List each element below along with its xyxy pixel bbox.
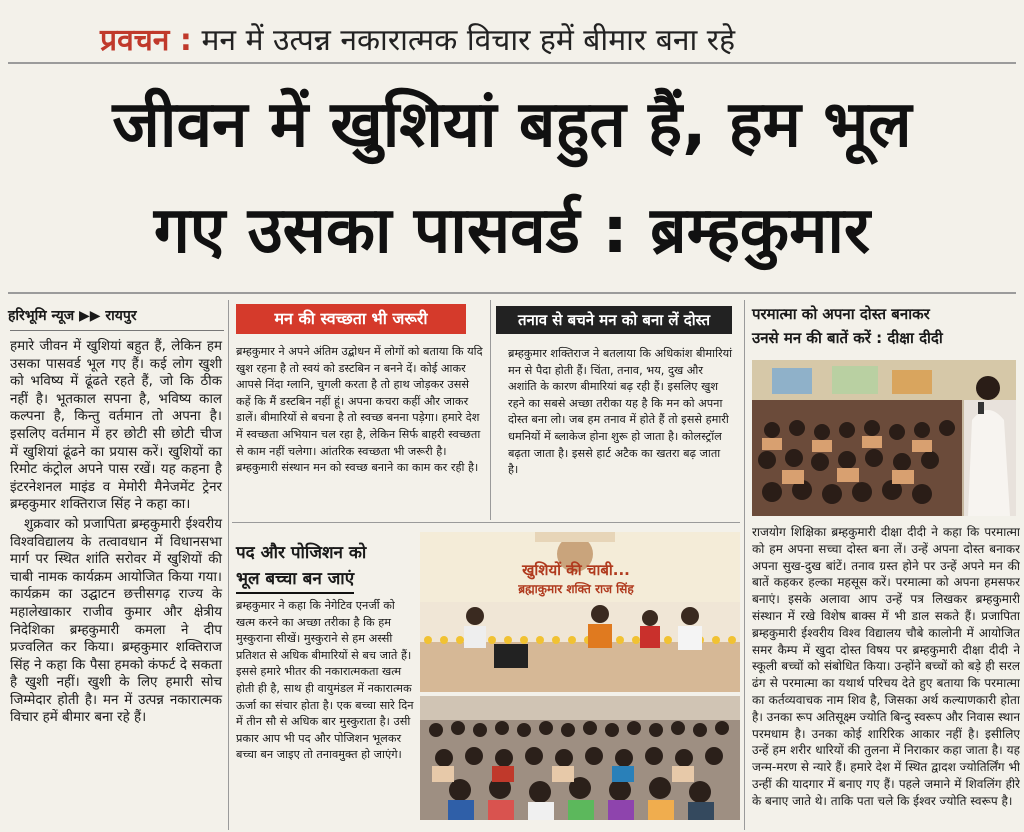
audience-photo-illustration [420,696,740,820]
position-heading [236,540,416,594]
article-paragraph-2: शुक्रवार को प्रजापिता ब्रम्हकुमारी ईश्वरीय विश्वविद्यालय के तत्वावधान में विधानसभा मार्ग पर स्थित शांति सरोवर में खुशियों की चाबी नामक कार्यक्रम आयोजित किया गया। कार्यक्रम का उद्घाटन छत्तीसगढ़ राज्य के महालेखाकार राजीव कुमार और क्षेत्रीय निदेशिका ब्रम्हकुमारी कमला ने दीप प्रज्वलित कर किया। ब्रम्हकुमार शक्तिराज सिंह ने कहा कि पैसा हमको कंफर्ट दे सकता है खुशी नहीं। खुशी के लिए हमारी सोच जिम्मेदार होती है। मन में उत्पन्न नकारात्मक विचार हमें बीमार बना रहे हैं। [10,516,222,726]
byline-rule [10,330,224,331]
cleanliness-heading: मन की स्वच्छता भी जरूरी [236,304,466,334]
position-text: ब्रम्हकुमार ने कहा कि नेगेटिव एनर्जी को खत्म करने का अच्छा तरीका है कि हम मुस्कुराना सीखें। मुस्कुराने से हम अस्सी प्रतिशत से अधिक बीमारियों से बच जाते हैं। इससे हमारे भीतर की नकारात्मकता खत्म होती ही है, साथ ही वायुमंडल में नकारात्मक ऊर्जा का संचार होता है। एक बच्चा सारे दिन में तीन सौ से अधिक बार मुस्कुराता है। उसी प्रकार आप भी पद और पोजिशन भूलकर बच्चा बन जाइए तो तनावमुक्त हो जाएंगे। [236,599,414,762]
kicker-label: प्रवचन : [100,23,192,58]
byline: हरिभूमि न्यूज ▶▶ रायपुर [8,308,137,324]
stage-banner-line-2: ब्रह्माकुमार शक्ति राज सिंह [518,582,634,596]
main-article [10,338,222,729]
stage-banner-line-1: खुशियों की चाबी... [522,561,630,579]
god-heading [752,302,1020,350]
position-box [236,598,416,826]
stress-heading: तनाव से बचने मन को बना लें दोस्त [496,306,732,334]
headline-line-1: जीवन में खुशियां बहुत हैं, हम भूल [112,88,912,162]
stage-banner [426,560,726,598]
photo-summer-camp [752,360,1016,516]
god-heading-line-2: उनसे मन की बातें करें : दीक्षा दीदी [752,329,943,347]
stage-photo-illustration [420,532,740,692]
summer-camp-photo-illustration [752,360,1016,516]
article-paragraph-1: हमारे जीवन में खुशियां बहुत हैं, लेकिन हम उसका पासवर्ड भूल गए हैं। कई लोग खुशी को भविष्य में ढूंढते रहते हैं, जो कि ठीक नहीं है। भूतकाल सपना है, भविष्य काल कल्पना है, किन्तु वर्तमान तो अपना है। इसलिए वर्तमान में हर छोटी सी छोटी चीज में खुशियां ढूंढने का प्रयास करें। खुशियों का रिमोट कंट्रोल अपने पास रखें। यह कहना है इंटरनेशनल माइंड व मेमोरी मैनेजमेंट ट्रेनर ब्रम्हकुमार शक्तिराज सिंह ने कहा का। [10,339,222,513]
headline-line-2: गए उसका पासवर्ड : ब्रम्हकुमार [153,194,871,268]
column-divider-1 [228,300,229,830]
god-box [752,524,1020,830]
photo-stage [420,532,740,692]
position-heading-line-2: भूल बच्चा बन जाएं [236,566,354,594]
photo-audience [420,696,740,820]
kicker [100,18,920,60]
rule-top [8,62,1016,64]
rule-under-headline [8,292,1016,294]
rule-mid [232,522,740,523]
god-heading-line-1: परमात्मा को अपना दोस्त बनाकर [752,305,930,323]
cleanliness-box [236,344,484,516]
column-divider-2 [490,300,491,520]
column-divider-3 [744,300,745,830]
position-heading-line-1: पद और पोजिशन को [236,543,367,563]
kicker-text: मन में उत्पन्न नकारात्मक विचार हमें बीमार बना रहे [201,23,736,58]
stress-text: ब्रम्हकुमार शक्तिराज ने बतलाया कि अधिकांश बीमारियां मन से पैदा होती हैं। चिंता, तनाव, भय, दुख और अशांति के कारण बीमारियां बढ़ रही हैं। इसलिए खुश रहने का सबसे अच्छा तरीका यह है कि मन को अपना दोस्त बना लो। जब हम तनाव में होते हैं तो इससे हमारी धमनियों में ब्लाकेज होना शुरू हो जाता है। कोलस्ट्रॉल बढ़ता जाता है। इससे हार्ट अटैक का खतरा बढ़ जाता है। [508,347,733,477]
cleanliness-text: ब्रम्हकुमार ने अपने अंतिम उद्बोधन में लोगों को बताया कि यदि खुश रहना है तो स्वयं को डस्टबिन न बनने दें। कोई आकर आपसे निंदा ग्लानि, चुगली करता है तो हाथ जोड़कर उससे कहें कि मैं डस्टबिन नहीं हूं। अपना कचरा कहीं और जाकर डालें। बीमारियों से बचना है तो स्वच्छ बनना पड़ेगा। हमारे देश में स्वच्छता अभियान चल रहा है, लेकिन सिर्फ बाहरी स्वच्छता से काम नहीं चलेगा। आंतरिक स्वच्छता भी जरूरी है। ब्रम्हकुमारी संस्थान मन को स्वच्छ बनाने का काम कर रही है। [236,345,483,475]
god-text: राजयोग शिक्षिका ब्रम्हकुमारी दीक्षा दीदी ने कहा कि परमात्मा को हम अपना सच्चा दोस्त बना लें। उन्हें अपना दोस्त बनाकर अपना सुख-दुख बांटें। तनाव ग्रस्त होने पर उन्हें अपने मन की बातें कहकर हल्का महसूस करें। परमात्मा को अपना हमसफर बनाएं। इसके अलावा आप उन्हें पत्र लिखकर ब्रम्हकुमारी संस्थान में रखे विशेष बाक्स में भी डाल सकते हैं। प्रजापिता ब्रम्हकुमारी ईश्वरीय विश्व विद्यालय चौबे कालोनी में आयोजित समर कैम्प में खुदा दोस्त विषय पर ब्रम्हकुमारी दीक्षा दीदी ने स्कूली बच्चों को संबोधित किया। उन्होंने बच्चों को बड़े ही सरल ढंग से परमात्मा का यथार्थ परिचय देते हुए बताया कि परमात्मा का कर्तव्यवाचक नाम शिव है, जिसका अर्थ कल्याणकारी होता है। उनका रूप अतिसूक्ष्म ज्योति बिन्दु स्वरूप और निवास स्थान परमधाम है। उनका कोई शारिरिक आकार नहीं है। इसीलिए उन्हें हम शरीर धारियों की तुलना में निराकार कहा जाता है। यह जन्म-मरण से न्यारे हैं। हमारे देश में स्थित द्वादश ज्योतिर्लिंग भी उन्हीं की यादगार में बनाए गए हैं। पहले जमाने में शिवलिंग हीरे के बनाए जाते थे। ताकि पता चले कि ईश्वर ज्योति स्वरूप है। [752,525,1020,808]
stress-box [508,346,734,516]
